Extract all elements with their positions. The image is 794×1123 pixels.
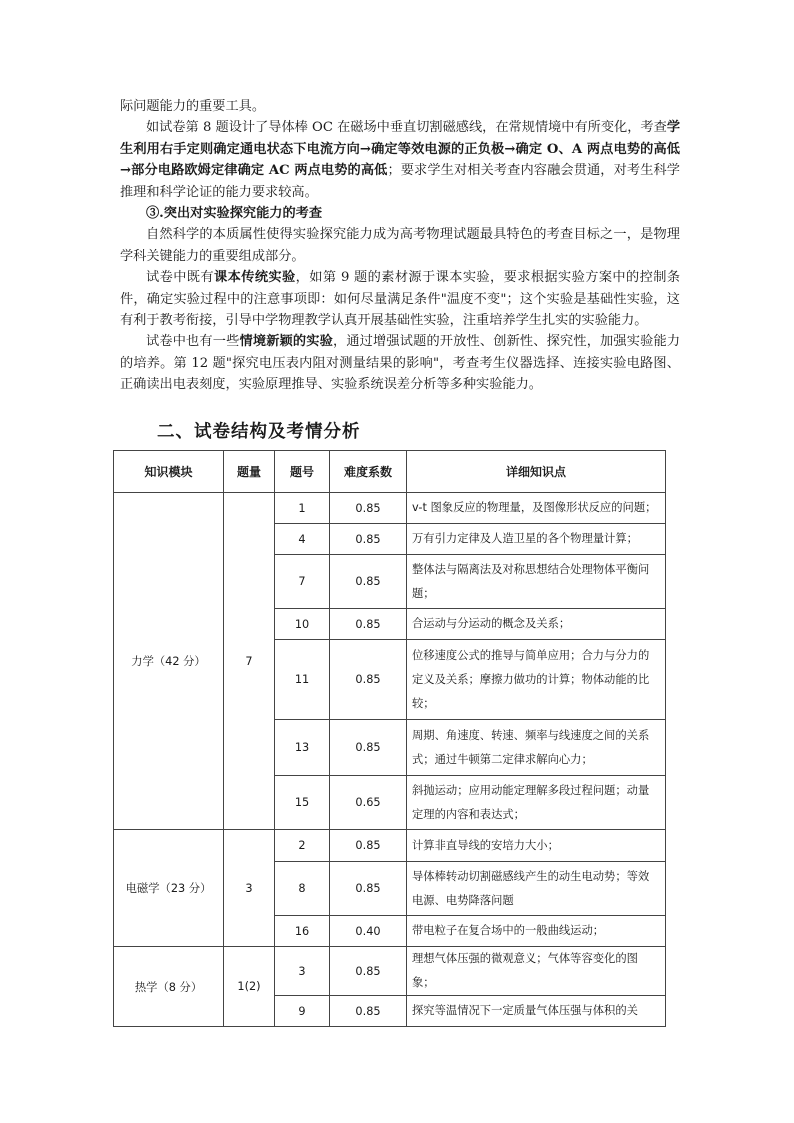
difficulty-cell: 0.85	[330, 996, 407, 1027]
body-text	[120, 96, 680, 396]
number-cell: 10	[275, 609, 330, 640]
section-heading: 二、试卷结构及考情分析	[157, 422, 361, 442]
table-row	[114, 947, 666, 996]
detail-cell: 理想气体压强的微观意义；气体等容变化的图象；	[407, 947, 666, 996]
paragraph-4-lead: 试卷中既有	[146, 270, 215, 286]
header-module: 知识模块	[114, 451, 224, 493]
number-cell: 7	[275, 555, 330, 609]
number-cell: 13	[275, 720, 330, 776]
module-cell: 热学（8 分）	[114, 947, 224, 1027]
module-cell: 力学（42 分）	[114, 493, 224, 830]
header-count: 题量	[224, 451, 275, 493]
paragraph-5-tail: ，通过增强试题的开放性、创新性、探究性，加强实验能力的培养。第 12 题"探究电压表内阻对测量结果的影响"，考查考生仪器选择、连接实验电路图、正确读出电表刻度，实验原理推导、实验系统误差分析等多种实验能力。	[120, 334, 681, 393]
number-cell: 2	[275, 830, 330, 862]
difficulty-cell: 0.85	[330, 947, 407, 996]
number-cell: 1	[275, 493, 330, 524]
detail-cell: 万有引力定律及人造卫星的各个物理量计算；	[407, 524, 666, 555]
number-cell: 4	[275, 524, 330, 555]
table-header-row	[114, 451, 666, 493]
paragraph-1-emphasis: 学生利用右手定则确定通电状态下电流方向→确定等效电源的正负极→确定 O、A 两点电势的高低→部分电路欧姆定律确定 AC 两点电势的高低	[120, 120, 680, 179]
difficulty-cell: 0.85	[330, 830, 407, 862]
detail-cell: 导体棒转动切割磁感线产生的动生电动势；等效电源、电势降落问题	[407, 862, 666, 916]
difficulty-cell: 0.85	[330, 862, 407, 916]
module-cell: 电磁学（23 分）	[114, 830, 224, 947]
number-cell: 16	[275, 916, 330, 947]
count-cell: 7	[224, 493, 275, 830]
number-cell: 3	[275, 947, 330, 996]
number-cell: 8	[275, 862, 330, 916]
difficulty-cell: 0.85	[330, 609, 407, 640]
paragraph-5-emphasis: 情境新颖的实验	[239, 334, 333, 350]
table-row	[114, 830, 666, 862]
detail-cell: 探究等温情况下一定质量气体压强与体积的关	[407, 996, 666, 1027]
difficulty-cell: 0.85	[330, 555, 407, 609]
number-cell: 11	[275, 640, 330, 720]
header-number: 题号	[275, 451, 330, 493]
difficulty-cell: 0.65	[330, 776, 407, 830]
detail-cell: 计算非直导线的安培力大小；	[407, 830, 666, 862]
difficulty-cell: 0.85	[330, 493, 407, 524]
difficulty-cell: 0.85	[330, 524, 407, 555]
paragraph-1-tail: ；要求学生对相关考查内容融会贯通，对考生科学推理和科学论证的能力要求较高。	[120, 163, 680, 200]
header-detail: 详细知识点	[407, 451, 666, 493]
count-cell: 3	[224, 830, 275, 947]
table-row	[114, 493, 666, 524]
detail-cell: 合运动与分运动的概念及关系；	[407, 609, 666, 640]
difficulty-cell: 0.40	[330, 916, 407, 947]
paragraph-2-subheading: ③.突出对实验探究能力的考查	[146, 206, 323, 222]
detail-cell: 整体法与隔离法及对称思想结合处理物体平衡问题；	[407, 555, 666, 609]
paragraph-0: 际问题能力的重要工具。	[120, 99, 266, 114]
difficulty-cell: 0.85	[330, 640, 407, 720]
knowledge-table	[113, 450, 666, 1027]
paragraph-4-emphasis: 课本传统实验	[214, 270, 296, 286]
paragraph-1-lead: 如试卷第 8 题设计了导体棒 OC 在磁场中垂直切割磁感线，在常规情境中有所变化，考查	[146, 120, 667, 136]
number-cell: 9	[275, 996, 330, 1027]
paragraph-5	[120, 331, 680, 395]
detail-cell: 带电粒子在复合场中的一般曲线运动；	[407, 916, 666, 947]
paragraph-3: 自然科学的本质属性使得实验探究能力成为高考物理试题最具特色的考查目标之一，是物理学科关键能力的重要组成部分。	[120, 227, 680, 264]
paragraph-1	[120, 117, 680, 203]
paragraph-4-tail: ，如第 9 题的素材源于课本实验，要求根据实验方案中的控制条件，确定实验过程中的注意事项即：如何尽量满足条件"温度不变"；这个实验是基础性实验，这有利于教考衔接，引导中学物理教学认真开展基础性实验，注重培养学生扎实的实验能力。	[120, 270, 681, 329]
detail-cell: 斜抛运动；应用动能定理解多段过程问题；动量定理的内容和表达式；	[407, 776, 666, 830]
detail-cell: 位移速度公式的推导与简单应用；合力与分力的定义及关系；摩擦力做功的计算；物体动能的比较；	[407, 640, 666, 720]
detail-cell: v-t 图象反应的物理量，及图像形状反应的问题；	[407, 493, 666, 524]
header-difficulty: 难度系数	[330, 451, 407, 493]
count-cell: 1(2)	[224, 947, 275, 1027]
paragraph-4	[120, 267, 680, 331]
number-cell: 15	[275, 776, 330, 830]
difficulty-cell: 0.85	[330, 720, 407, 776]
paragraph-5-lead: 试卷中也有一些	[146, 334, 240, 350]
detail-cell: 周期、角速度、转速、频率与线速度之间的关系式；通过牛顿第二定律求解向心力；	[407, 720, 666, 776]
